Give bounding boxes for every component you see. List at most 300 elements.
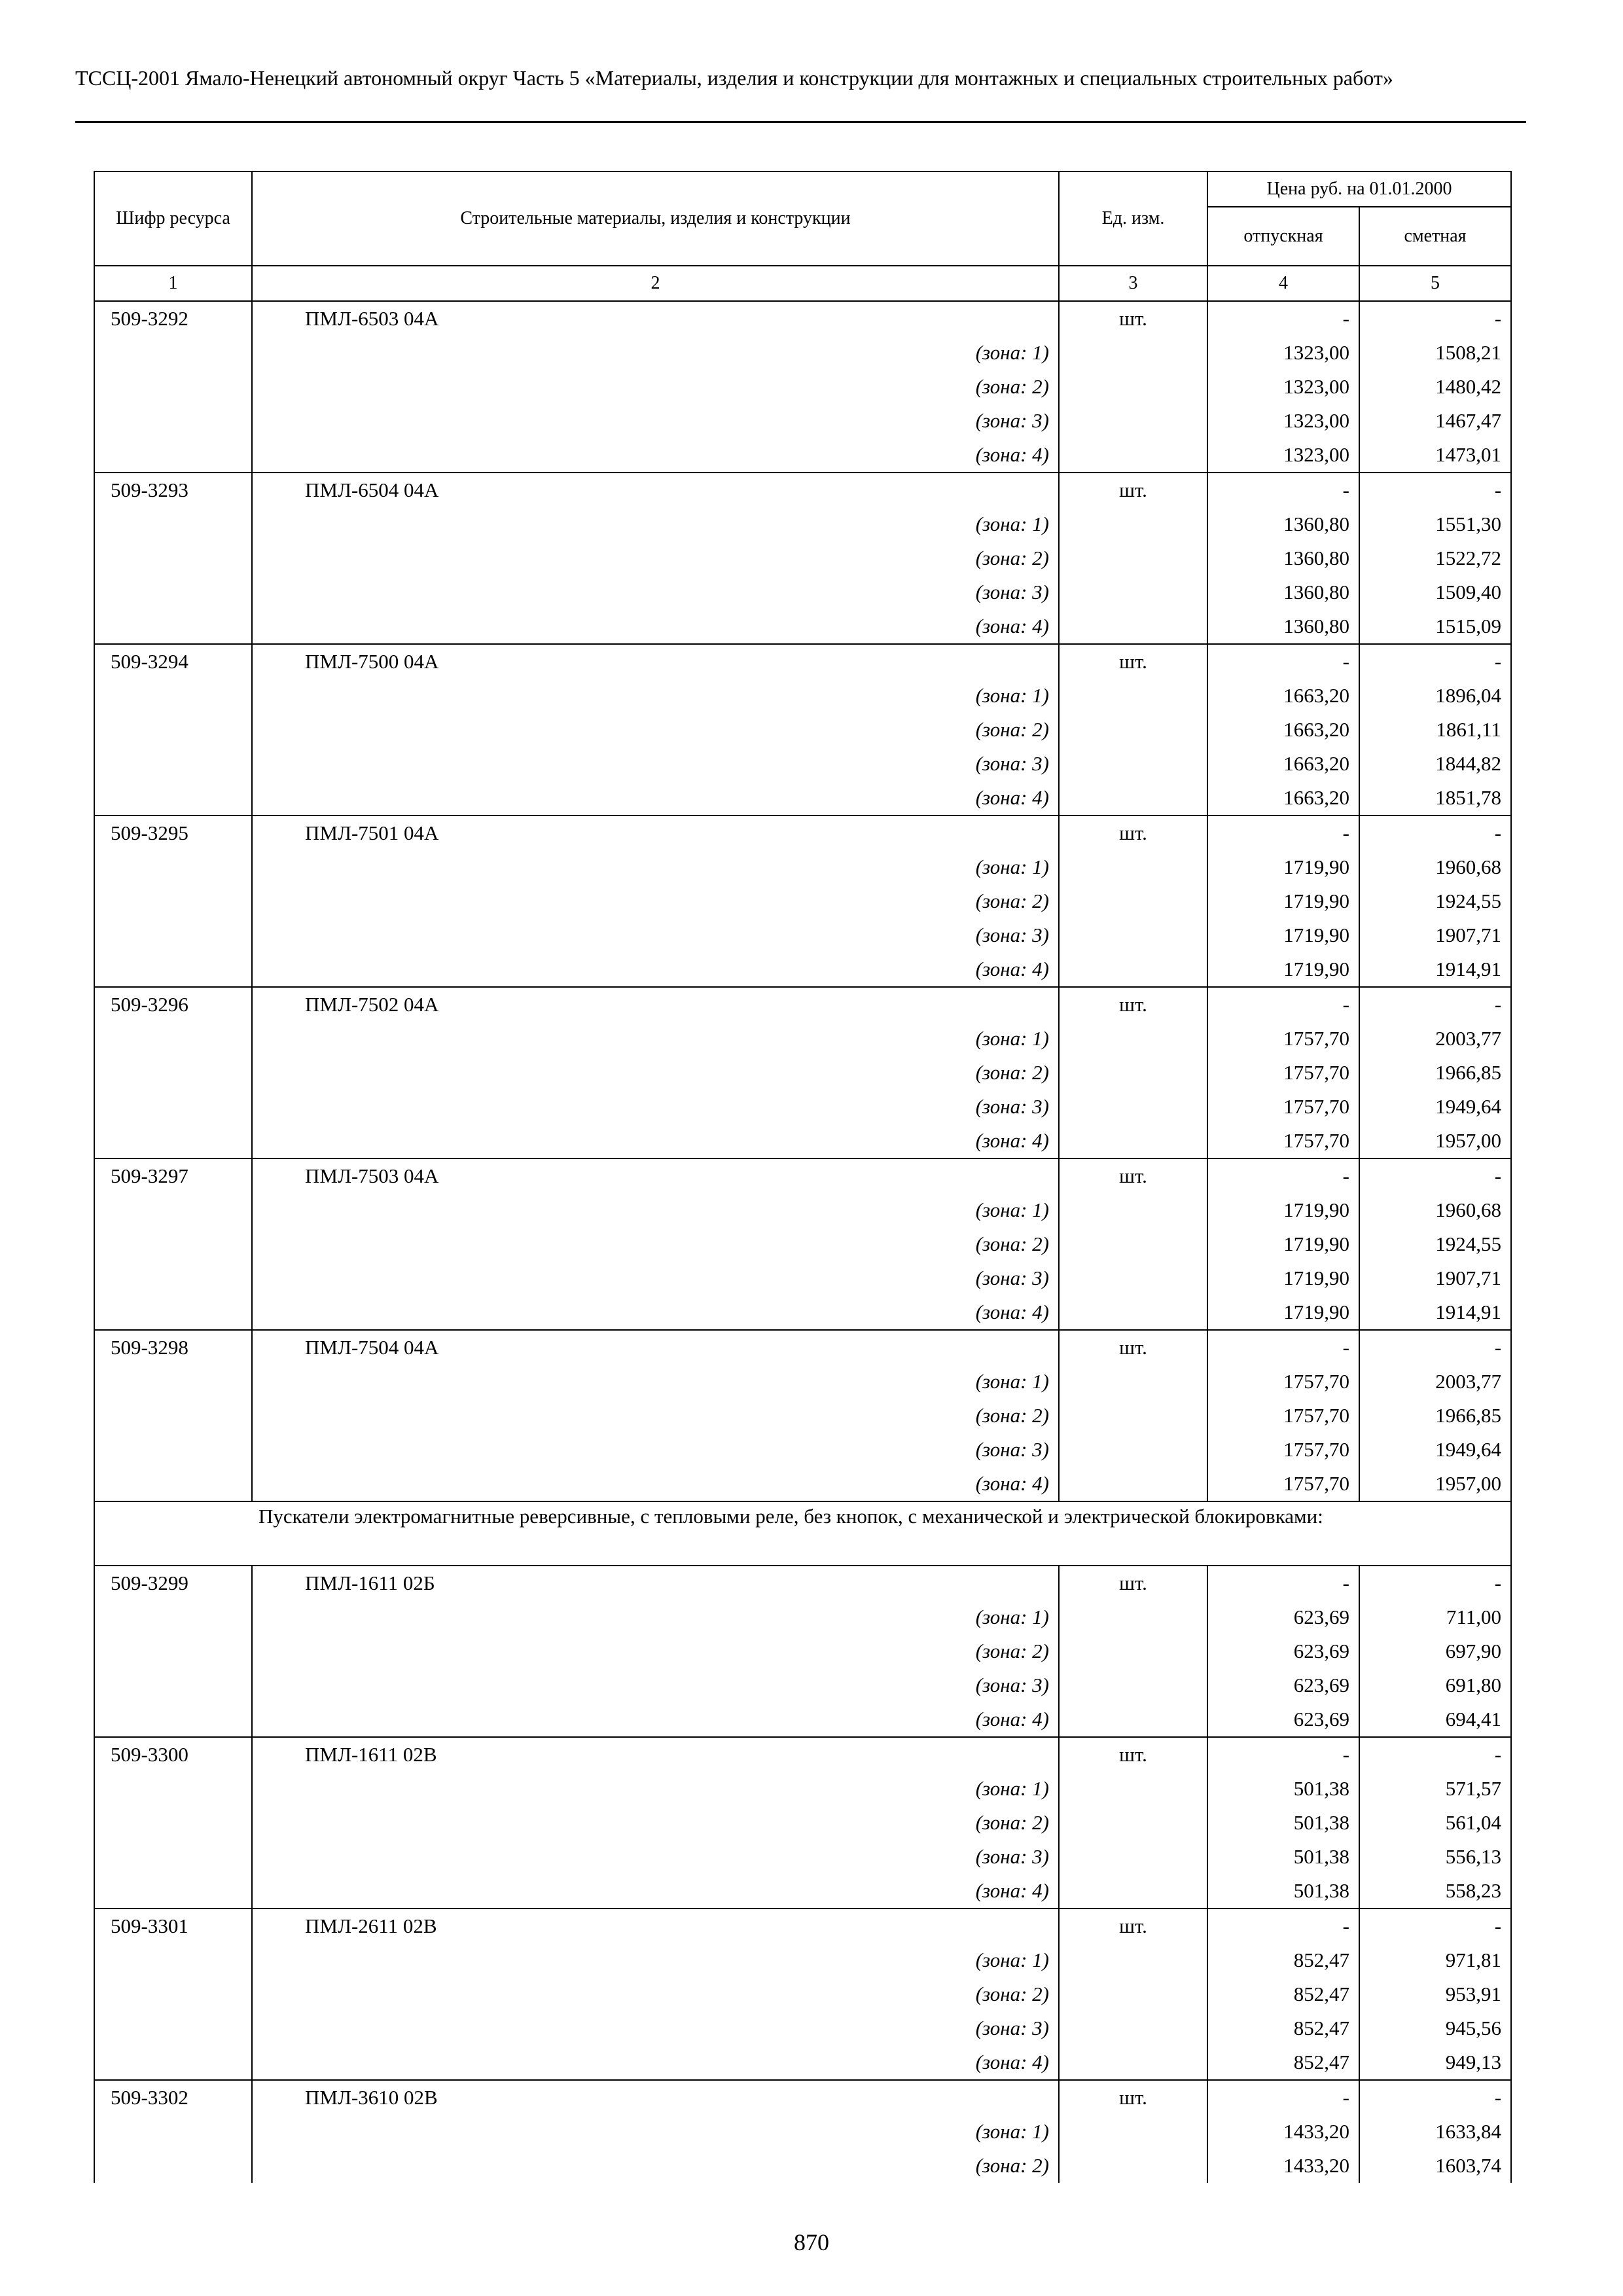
zone-row — [94, 541, 1511, 575]
zone-label: (зона: 3) — [252, 1433, 1059, 1467]
zone-estimate-price: 556,13 — [1359, 1840, 1511, 1874]
release-price: - — [1207, 1737, 1359, 1772]
zone-estimate-price: 1515,09 — [1359, 609, 1511, 644]
release-price: - — [1207, 1909, 1359, 1943]
zone-row — [94, 609, 1511, 644]
release-price: - — [1207, 2080, 1359, 2115]
zone-estimate-price: 1957,00 — [1359, 1124, 1511, 1158]
material-name: ПМЛ-6504 04А — [252, 473, 1059, 507]
estimate-price: - — [1359, 1737, 1511, 1772]
empty-cell — [94, 918, 252, 952]
empty-cell — [1059, 370, 1207, 404]
empty-cell — [94, 1433, 252, 1467]
resource-code: 509-3298 — [94, 1330, 252, 1365]
release-price: - — [1207, 1158, 1359, 1193]
empty-cell — [1059, 507, 1207, 541]
empty-cell — [94, 609, 252, 644]
zone-release-price: 1757,70 — [1207, 1124, 1359, 1158]
empty-cell — [1059, 1261, 1207, 1295]
column-number-row — [94, 266, 1511, 301]
zone-row — [94, 1399, 1511, 1433]
empty-cell — [1059, 1124, 1207, 1158]
empty-cell — [1059, 918, 1207, 952]
zone-label: (зона: 1) — [252, 1022, 1059, 1056]
zone-row — [94, 781, 1511, 816]
resource-code: 509-3293 — [94, 473, 252, 507]
unit-cell: шт. — [1059, 816, 1207, 850]
empty-cell — [94, 370, 252, 404]
zone-label: (зона: 3) — [252, 1090, 1059, 1124]
zone-row — [94, 1227, 1511, 1261]
zone-estimate-price: 571,57 — [1359, 1772, 1511, 1806]
unit-cell: шт. — [1059, 987, 1207, 1022]
zone-estimate-price: 1949,64 — [1359, 1433, 1511, 1467]
resource-code: 509-3302 — [94, 2080, 252, 2115]
zone-release-price: 1757,70 — [1207, 1022, 1359, 1056]
zone-label: (зона: 2) — [252, 370, 1059, 404]
zone-release-price: 1719,90 — [1207, 1261, 1359, 1295]
zone-row — [94, 1261, 1511, 1295]
zone-estimate-price: 1480,42 — [1359, 370, 1511, 404]
empty-cell — [1059, 2011, 1207, 2045]
zone-row — [94, 1943, 1511, 1977]
zone-row — [94, 1634, 1511, 1668]
resource-code: 509-3299 — [94, 1566, 252, 1600]
zone-row — [94, 370, 1511, 404]
release-price: - — [1207, 301, 1359, 336]
empty-cell — [1059, 1295, 1207, 1330]
unit-cell: шт. — [1059, 301, 1207, 336]
zone-estimate-price: 1924,55 — [1359, 884, 1511, 918]
column-number: 5 — [1359, 266, 1511, 301]
zone-label: (зона: 2) — [252, 541, 1059, 575]
zone-release-price: 623,69 — [1207, 1702, 1359, 1737]
table-row — [94, 1909, 1511, 1943]
empty-cell — [94, 713, 252, 747]
empty-cell — [1059, 1227, 1207, 1261]
zone-row — [94, 1772, 1511, 1806]
zone-label: (зона: 3) — [252, 575, 1059, 609]
empty-cell — [1059, 884, 1207, 918]
page-number: 870 — [794, 2229, 829, 2255]
zone-estimate-price: 953,91 — [1359, 1977, 1511, 2011]
zone-estimate-price: 1633,84 — [1359, 2115, 1511, 2149]
empty-cell — [94, 1702, 252, 1737]
zone-estimate-price: 971,81 — [1359, 1943, 1511, 1977]
estimate-price: - — [1359, 1566, 1511, 1600]
price-table — [94, 171, 1512, 2183]
zone-release-price: 852,47 — [1207, 2011, 1359, 2045]
header-rule — [75, 121, 1526, 123]
zone-row — [94, 507, 1511, 541]
zone-estimate-price: 697,90 — [1359, 1634, 1511, 1668]
empty-cell — [1059, 713, 1207, 747]
column-number: 3 — [1059, 266, 1207, 301]
empty-cell — [94, 2115, 252, 2149]
zone-release-price: 1663,20 — [1207, 713, 1359, 747]
material-name: ПМЛ-7504 04А — [252, 1330, 1059, 1365]
zone-release-price: 501,38 — [1207, 1772, 1359, 1806]
zone-estimate-price: 1960,68 — [1359, 850, 1511, 884]
material-name: ПМЛ-6503 04А — [252, 301, 1059, 336]
empty-cell — [1059, 952, 1207, 987]
zone-row — [94, 713, 1511, 747]
zone-row — [94, 884, 1511, 918]
zone-row — [94, 1056, 1511, 1090]
zone-label: (зона: 1) — [252, 850, 1059, 884]
resource-code: 509-3294 — [94, 644, 252, 679]
zone-release-price: 1719,90 — [1207, 1193, 1359, 1227]
zone-row — [94, 2149, 1511, 2183]
zone-estimate-price: 945,56 — [1359, 2011, 1511, 2045]
zone-label: (зона: 3) — [252, 404, 1059, 438]
empty-cell — [94, 1600, 252, 1634]
unit-cell: шт. — [1059, 1909, 1207, 1943]
empty-cell — [94, 1227, 252, 1261]
zone-release-price: 623,69 — [1207, 1668, 1359, 1702]
zone-row — [94, 1467, 1511, 1501]
empty-cell — [1059, 438, 1207, 473]
unit-cell: шт. — [1059, 2080, 1207, 2115]
empty-cell — [94, 679, 252, 713]
zone-row — [94, 1365, 1511, 1399]
empty-cell — [1059, 1977, 1207, 2011]
zone-release-price: 1719,90 — [1207, 1295, 1359, 1330]
zone-label: (зона: 2) — [252, 2149, 1059, 2183]
release-price: - — [1207, 987, 1359, 1022]
zone-row — [94, 1193, 1511, 1227]
zone-estimate-price: 691,80 — [1359, 1668, 1511, 1702]
zone-release-price: 1433,20 — [1207, 2149, 1359, 2183]
table-row — [94, 473, 1511, 507]
zone-label: (зона: 1) — [252, 2115, 1059, 2149]
zone-row — [94, 1874, 1511, 1909]
zone-label: (зона: 2) — [252, 1056, 1059, 1090]
empty-cell — [1059, 1600, 1207, 1634]
zone-release-price: 1757,70 — [1207, 1090, 1359, 1124]
zone-estimate-price: 1914,91 — [1359, 1295, 1511, 1330]
zone-release-price: 501,38 — [1207, 1874, 1359, 1909]
zone-release-price: 623,69 — [1207, 1600, 1359, 1634]
resource-code: 509-3301 — [94, 1909, 252, 1943]
zone-release-price: 1360,80 — [1207, 541, 1359, 575]
zone-estimate-price: 1603,74 — [1359, 2149, 1511, 2183]
empty-cell — [94, 1365, 252, 1399]
empty-cell — [94, 1056, 252, 1090]
zone-release-price: 1360,80 — [1207, 609, 1359, 644]
zone-release-price: 1323,00 — [1207, 336, 1359, 370]
zone-label: (зона: 1) — [252, 336, 1059, 370]
empty-cell — [94, 2045, 252, 2080]
zone-label: (зона: 2) — [252, 1806, 1059, 1840]
empty-cell — [1059, 850, 1207, 884]
zone-release-price: 1323,00 — [1207, 438, 1359, 473]
zone-release-price: 1719,90 — [1207, 884, 1359, 918]
zone-label: (зона: 1) — [252, 1772, 1059, 1806]
estimate-price: - — [1359, 1909, 1511, 1943]
zone-row — [94, 2045, 1511, 2080]
table-row — [94, 301, 1511, 336]
zone-estimate-price: 2003,77 — [1359, 1365, 1511, 1399]
empty-cell — [1059, 541, 1207, 575]
zone-label: (зона: 4) — [252, 1295, 1059, 1330]
empty-cell — [94, 884, 252, 918]
resource-code: 509-3295 — [94, 816, 252, 850]
zone-label: (зона: 3) — [252, 1840, 1059, 1874]
zone-row — [94, 747, 1511, 781]
zone-release-price: 1663,20 — [1207, 781, 1359, 816]
zone-row — [94, 1702, 1511, 1737]
zone-label: (зона: 1) — [252, 679, 1059, 713]
empty-cell — [1059, 2115, 1207, 2149]
zone-label: (зона: 2) — [252, 1227, 1059, 1261]
empty-cell — [94, 404, 252, 438]
zone-label: (зона: 1) — [252, 507, 1059, 541]
zone-label: (зона: 3) — [252, 1668, 1059, 1702]
empty-cell — [1059, 1399, 1207, 1433]
zone-row — [94, 1977, 1511, 2011]
zone-estimate-price: 1508,21 — [1359, 336, 1511, 370]
unit-cell: шт. — [1059, 1158, 1207, 1193]
material-name: ПМЛ-1611 02Б — [252, 1566, 1059, 1600]
zone-label: (зона: 3) — [252, 747, 1059, 781]
zone-row — [94, 1022, 1511, 1056]
empty-cell — [94, 575, 252, 609]
empty-cell — [94, 1977, 252, 2011]
release-price: - — [1207, 1330, 1359, 1365]
zone-release-price: 1323,00 — [1207, 404, 1359, 438]
zone-label: (зона: 4) — [252, 609, 1059, 644]
zone-row — [94, 952, 1511, 987]
table-row — [94, 2080, 1511, 2115]
material-name: ПМЛ-2611 02В — [252, 1909, 1059, 1943]
material-name: ПМЛ-1611 02В — [252, 1737, 1059, 1772]
zone-estimate-price: 1473,01 — [1359, 438, 1511, 473]
zone-row — [94, 1668, 1511, 1702]
release-price: - — [1207, 816, 1359, 850]
zone-label: (зона: 2) — [252, 1977, 1059, 2011]
zone-row — [94, 1840, 1511, 1874]
group-heading: Пускатели электромагнитные реверсивные, с тепловыми реле, без кнопок, с механической и электрической блокировками: — [252, 1501, 1511, 1566]
empty-cell — [1059, 1806, 1207, 1840]
zone-estimate-price: 1957,00 — [1359, 1467, 1511, 1501]
group-heading-row — [94, 1501, 1511, 1566]
empty-cell — [1059, 1772, 1207, 1806]
zone-estimate-price: 1509,40 — [1359, 575, 1511, 609]
material-name: ПМЛ-7502 04А — [252, 987, 1059, 1022]
empty-cell — [1059, 336, 1207, 370]
empty-cell — [1059, 575, 1207, 609]
zone-estimate-price: 1851,78 — [1359, 781, 1511, 816]
release-price: - — [1207, 1566, 1359, 1600]
unit-cell: шт. — [1059, 1330, 1207, 1365]
zone-release-price: 1719,90 — [1207, 918, 1359, 952]
zone-row — [94, 1090, 1511, 1124]
empty-cell — [94, 2149, 252, 2183]
zone-row — [94, 1600, 1511, 1634]
zone-release-price: 852,47 — [1207, 1977, 1359, 2011]
empty-cell — [1059, 781, 1207, 816]
resource-code: 509-3297 — [94, 1158, 252, 1193]
document-header — [75, 65, 1525, 90]
empty-cell — [1059, 1090, 1207, 1124]
estimate-price: - — [1359, 644, 1511, 679]
zone-release-price: 1663,20 — [1207, 747, 1359, 781]
empty-cell — [1059, 1365, 1207, 1399]
empty-cell — [94, 1874, 252, 1909]
empty-cell — [1059, 1634, 1207, 1668]
release-price: - — [1207, 644, 1359, 679]
empty-cell — [94, 1772, 252, 1806]
zone-row — [94, 1124, 1511, 1158]
zone-label: (зона: 3) — [252, 918, 1059, 952]
material-name: ПМЛ-7503 04А — [252, 1158, 1059, 1193]
empty-cell — [1059, 747, 1207, 781]
empty-cell — [94, 1943, 252, 1977]
zone-row — [94, 918, 1511, 952]
zone-label: (зона: 1) — [252, 1193, 1059, 1227]
empty-cell — [94, 1668, 252, 1702]
zone-release-price: 623,69 — [1207, 1634, 1359, 1668]
zone-row — [94, 850, 1511, 884]
zone-release-price: 1719,90 — [1207, 952, 1359, 987]
material-name: ПМЛ-7501 04А — [252, 816, 1059, 850]
zone-estimate-price: 561,04 — [1359, 1806, 1511, 1840]
zone-release-price: 1663,20 — [1207, 679, 1359, 713]
zone-label: (зона: 4) — [252, 1874, 1059, 1909]
empty-cell — [94, 1467, 252, 1501]
zone-estimate-price: 949,13 — [1359, 2045, 1511, 2080]
col-header-code: Шифр ресурса — [94, 171, 252, 266]
zone-estimate-price: 1924,55 — [1359, 1227, 1511, 1261]
zone-estimate-price: 2003,77 — [1359, 1022, 1511, 1056]
empty-cell — [94, 336, 252, 370]
zone-row — [94, 679, 1511, 713]
col-header-name: Строительные материалы, изделия и конструкции — [252, 171, 1059, 266]
zone-estimate-price: 1522,72 — [1359, 541, 1511, 575]
zone-estimate-price: 1467,47 — [1359, 404, 1511, 438]
empty-cell — [94, 1193, 252, 1227]
zone-row — [94, 438, 1511, 473]
empty-cell — [1059, 2045, 1207, 2080]
zone-label: (зона: 1) — [252, 1365, 1059, 1399]
zone-label: (зона: 3) — [252, 1261, 1059, 1295]
zone-label: (зона: 4) — [252, 438, 1059, 473]
empty-cell — [1059, 1433, 1207, 1467]
zone-estimate-price: 558,23 — [1359, 1874, 1511, 1909]
zone-release-price: 1323,00 — [1207, 370, 1359, 404]
resource-code: 509-3296 — [94, 987, 252, 1022]
resource-code: 509-3300 — [94, 1737, 252, 1772]
unit-cell: шт. — [1059, 473, 1207, 507]
zone-release-price: 1757,70 — [1207, 1433, 1359, 1467]
empty-cell — [1059, 1056, 1207, 1090]
empty-cell — [94, 850, 252, 884]
zone-label: (зона: 3) — [252, 2011, 1059, 2045]
table-row — [94, 1158, 1511, 1193]
zone-release-price: 501,38 — [1207, 1806, 1359, 1840]
empty-cell — [94, 781, 252, 816]
empty-cell — [94, 1090, 252, 1124]
zone-row — [94, 404, 1511, 438]
column-number: 4 — [1207, 266, 1359, 301]
empty-cell — [1059, 1943, 1207, 1977]
table-body — [94, 301, 1511, 2183]
zone-estimate-price: 1949,64 — [1359, 1090, 1511, 1124]
empty-cell — [1059, 404, 1207, 438]
zone-estimate-price: 1907,71 — [1359, 1261, 1511, 1295]
empty-cell — [1059, 1467, 1207, 1501]
zone-estimate-price: 1966,85 — [1359, 1056, 1511, 1090]
zone-estimate-price: 694,41 — [1359, 1702, 1511, 1737]
zone-estimate-price: 1966,85 — [1359, 1399, 1511, 1433]
zone-label: (зона: 4) — [252, 1124, 1059, 1158]
zone-estimate-price: 1896,04 — [1359, 679, 1511, 713]
table-row — [94, 1566, 1511, 1600]
estimate-price: - — [1359, 301, 1511, 336]
zone-estimate-price: 1907,71 — [1359, 918, 1511, 952]
empty-cell — [1059, 1193, 1207, 1227]
zone-release-price: 1757,70 — [1207, 1056, 1359, 1090]
zone-release-price: 1719,90 — [1207, 850, 1359, 884]
col-header-estimate: сметная — [1359, 207, 1511, 266]
empty-cell — [94, 1261, 252, 1295]
zone-row — [94, 2115, 1511, 2149]
estimate-price: - — [1359, 473, 1511, 507]
zone-estimate-price: 1844,82 — [1359, 747, 1511, 781]
empty-cell — [94, 747, 252, 781]
document-title: ТССЦ-2001 Ямало-Ненецкий автономный округ Часть 5 «Материалы, изделия и конструкции для монтажных и специальных строительных работ» — [75, 66, 1393, 90]
zone-estimate-price: 1551,30 — [1359, 507, 1511, 541]
zone-label: (зона: 4) — [252, 781, 1059, 816]
empty-cell — [1059, 1668, 1207, 1702]
material-name: ПМЛ-3610 02В — [252, 2080, 1059, 2115]
empty-cell — [94, 1399, 252, 1433]
zone-estimate-price: 1861,11 — [1359, 713, 1511, 747]
empty-cell — [1059, 2149, 1207, 2183]
empty-cell — [94, 1022, 252, 1056]
empty-cell — [94, 541, 252, 575]
zone-label: (зона: 4) — [252, 1702, 1059, 1737]
zone-release-price: 1757,70 — [1207, 1399, 1359, 1433]
empty-cell — [1059, 1874, 1207, 1909]
zone-release-price: 1433,20 — [1207, 2115, 1359, 2149]
resource-code: 509-3292 — [94, 301, 252, 336]
zone-estimate-price: 1960,68 — [1359, 1193, 1511, 1227]
empty-cell — [1059, 1840, 1207, 1874]
zone-label: (зона: 2) — [252, 884, 1059, 918]
zone-label: (зона: 1) — [252, 1600, 1059, 1634]
zone-row — [94, 1806, 1511, 1840]
empty-cell — [1059, 609, 1207, 644]
zone-estimate-price: 711,00 — [1359, 1600, 1511, 1634]
table-row — [94, 987, 1511, 1022]
zone-label: (зона: 2) — [252, 1634, 1059, 1668]
table-row — [94, 644, 1511, 679]
unit-cell: шт. — [1059, 1566, 1207, 1600]
empty-cell — [94, 507, 252, 541]
zone-estimate-price: 1914,91 — [1359, 952, 1511, 987]
zone-row — [94, 1433, 1511, 1467]
col-header-unit: Ед. изм. — [1059, 171, 1207, 266]
empty-cell — [94, 438, 252, 473]
zone-row — [94, 336, 1511, 370]
column-number: 1 — [94, 266, 252, 301]
zone-release-price: 1360,80 — [1207, 507, 1359, 541]
zone-row — [94, 1295, 1511, 1330]
empty-cell — [94, 1295, 252, 1330]
estimate-price: - — [1359, 1158, 1511, 1193]
